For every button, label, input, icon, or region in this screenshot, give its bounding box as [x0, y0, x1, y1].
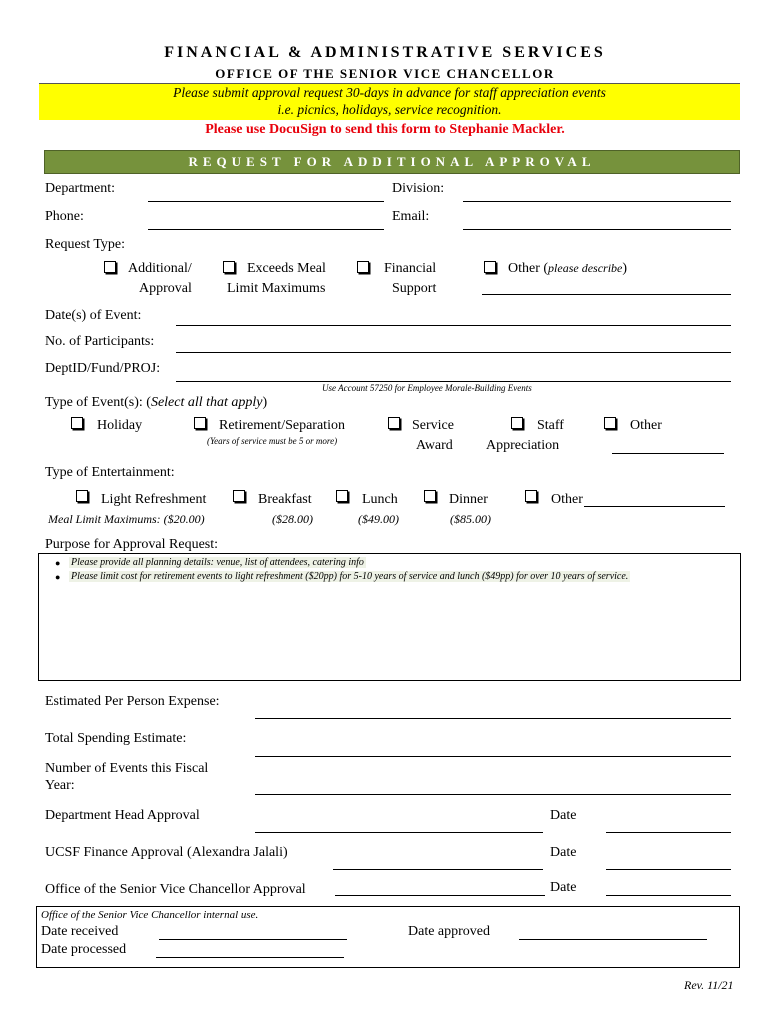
- breakfast-limit: ($28.00): [272, 512, 313, 526]
- entertainment-label: Type of Entertainment:: [45, 465, 175, 480]
- notice-line-2: i.e. picnics, holidays, service recognition.: [277, 102, 502, 117]
- dates-of-event-field[interactable]: [176, 325, 731, 326]
- dinner-limit: ($85.00): [450, 512, 491, 526]
- purpose-instruction-1: Please provide all planning details: venue, list of attendees, catering info: [71, 557, 364, 568]
- svc-office-label: Office of the Senior Vice Chancellor Approval: [45, 882, 306, 897]
- date-processed-label: Date processed: [41, 942, 127, 957]
- retirement-label: Retirement/Separation: [219, 418, 345, 433]
- financial-support-checkbox[interactable]: [357, 261, 369, 273]
- date-approved-label: Date approved: [408, 924, 491, 939]
- date-received-label: Date received: [41, 924, 119, 939]
- lunch-label: Lunch: [362, 492, 398, 507]
- additional-approval-checkbox[interactable]: [104, 261, 116, 273]
- other-request-label: [508, 261, 627, 277]
- additional-approval-label-1: Additional/: [128, 261, 192, 276]
- notice-highlight: [39, 84, 740, 120]
- dept-head-signature[interactable]: [255, 832, 543, 833]
- dinner-checkbox[interactable]: [424, 490, 436, 502]
- dept-head-date-field[interactable]: [606, 832, 731, 833]
- svc-office-signature[interactable]: [335, 895, 545, 896]
- department-field[interactable]: [148, 201, 384, 202]
- service-award-label-1: Service: [412, 418, 454, 433]
- financial-support-label-2: Support: [392, 281, 437, 296]
- breakfast-checkbox[interactable]: [233, 490, 245, 502]
- staff-appreciation-label-1: Staff: [537, 418, 564, 433]
- per-person-label: Estimated Per Person Expense:: [45, 694, 220, 709]
- lunch-limit: ($49.00): [358, 512, 399, 526]
- participants-field[interactable]: [176, 352, 731, 353]
- ucsf-finance-date-label: Date: [550, 845, 577, 860]
- per-person-field[interactable]: [255, 718, 731, 719]
- dept-head-date-label: Date: [550, 808, 577, 823]
- holiday-checkbox[interactable]: [71, 417, 83, 429]
- org-title: FINANCIAL & ADMINISTRATIVE SERVICES: [164, 44, 606, 61]
- email-field[interactable]: [463, 229, 731, 230]
- num-events-label-1: Number of Events this Fiscal: [45, 761, 209, 776]
- deptid-field[interactable]: [176, 381, 731, 382]
- purpose-instruction-2: Please limit cost for retirement events to light refreshment ($20pp) for 5-10 years of service and lunch ($49pp) for over 10 years of service.: [71, 571, 629, 582]
- total-estimate-field[interactable]: [255, 756, 731, 757]
- meal-limit-label: Meal Limit Maximums: ($20.00): [48, 512, 205, 526]
- other-entertainment-field[interactable]: [584, 506, 725, 507]
- office-subtitle: OFFICE OF THE SENIOR VICE CHANCELLOR: [215, 66, 555, 81]
- svc-office-date-label: Date: [550, 880, 577, 895]
- other-request-close: ): [622, 261, 628, 276]
- event-type-label: [45, 395, 267, 411]
- ucsf-finance-label: UCSF Finance Approval (Alexandra Jalali): [45, 845, 288, 860]
- other-request-field[interactable]: [482, 294, 731, 295]
- staff-appreciation-label-2: Appreciation: [486, 438, 560, 453]
- holiday-label: Holiday: [97, 418, 143, 433]
- deptid-label: DeptID/Fund/PROJ:: [45, 361, 161, 376]
- retirement-note: (Years of service must be 5 or more): [207, 436, 338, 446]
- exceeds-meal-label-1: Exceeds Meal: [247, 261, 326, 276]
- dinner-label: Dinner: [449, 492, 488, 507]
- ucsf-finance-signature[interactable]: [333, 869, 543, 870]
- date-processed-field[interactable]: [156, 957, 344, 958]
- bullet-1-marker: ●: [55, 558, 61, 568]
- phone-field[interactable]: [148, 229, 384, 230]
- staff-appreciation-checkbox[interactable]: [511, 417, 523, 429]
- bullet-2-marker: ●: [55, 572, 61, 582]
- docusign-instruction: Please use DocuSign to send this form to Stephanie Mackler.: [205, 122, 565, 137]
- other-event-label: Other: [630, 418, 662, 433]
- financial-support-label-1: Financial: [384, 261, 437, 276]
- other-entertainment-label: Other: [551, 492, 583, 507]
- light-refreshment-checkbox[interactable]: [76, 490, 88, 502]
- other-event-field[interactable]: [612, 453, 724, 454]
- exceeds-meal-checkbox[interactable]: [223, 261, 235, 273]
- purpose-textarea[interactable]: [38, 553, 741, 681]
- svc-office-date-field[interactable]: [606, 895, 731, 896]
- internal-use-heading: Office of the Senior Vice Chancellor internal use.: [41, 909, 259, 921]
- other-request-text: Other (: [508, 261, 549, 276]
- event-type-text: Type of Event(s): (: [45, 395, 151, 410]
- email-label: Email:: [392, 209, 430, 224]
- light-refreshment-label: Light Refreshment: [101, 492, 207, 507]
- event-type-instruction: Select all that apply: [150, 395, 263, 410]
- date-approved-field[interactable]: [519, 939, 707, 940]
- phone-label: Phone:: [45, 209, 84, 224]
- event-type-close: ): [262, 395, 268, 410]
- num-events-field[interactable]: [255, 794, 731, 795]
- notice-line-1: Please submit approval request 30-days in advance for staff appreciation events: [173, 85, 606, 100]
- division-field[interactable]: [463, 201, 731, 202]
- section-title: REQUEST FOR ADDITIONAL APPROVAL: [188, 154, 596, 169]
- other-entertainment-checkbox[interactable]: [525, 490, 537, 502]
- section-header: [44, 150, 740, 174]
- total-estimate-label: Total Spending Estimate:: [45, 731, 187, 746]
- other-request-checkbox[interactable]: [484, 261, 496, 273]
- exceeds-meal-label-2: Limit Maximums: [227, 281, 326, 296]
- breakfast-label: Breakfast: [258, 492, 312, 507]
- service-award-label-2: Award: [416, 438, 453, 453]
- date-received-field[interactable]: [159, 939, 347, 940]
- additional-approval-label-2: Approval: [139, 281, 192, 296]
- ucsf-finance-date-field[interactable]: [606, 869, 731, 870]
- service-award-checkbox[interactable]: [388, 417, 400, 429]
- lunch-checkbox[interactable]: [336, 490, 348, 502]
- other-request-note: please describe: [548, 261, 623, 275]
- other-event-checkbox[interactable]: [604, 417, 616, 429]
- dates-of-event-label: Date(s) of Event:: [45, 308, 142, 323]
- department-label: Department:: [45, 181, 115, 196]
- request-type-label: Request Type:: [45, 237, 126, 252]
- account-note: Use Account 57250 for Employee Morale-Building Events: [322, 383, 532, 393]
- num-events-label-2: Year:: [45, 778, 75, 793]
- purpose-label: Purpose for Approval Request:: [45, 537, 219, 552]
- internal-use-box: [36, 906, 740, 968]
- dept-head-label: Department Head Approval: [45, 808, 200, 823]
- revision-note: Rev. 11/21: [684, 978, 734, 992]
- division-label: Division:: [392, 181, 445, 196]
- retirement-checkbox[interactable]: [194, 417, 206, 429]
- participants-label: No. of Participants:: [45, 334, 155, 349]
